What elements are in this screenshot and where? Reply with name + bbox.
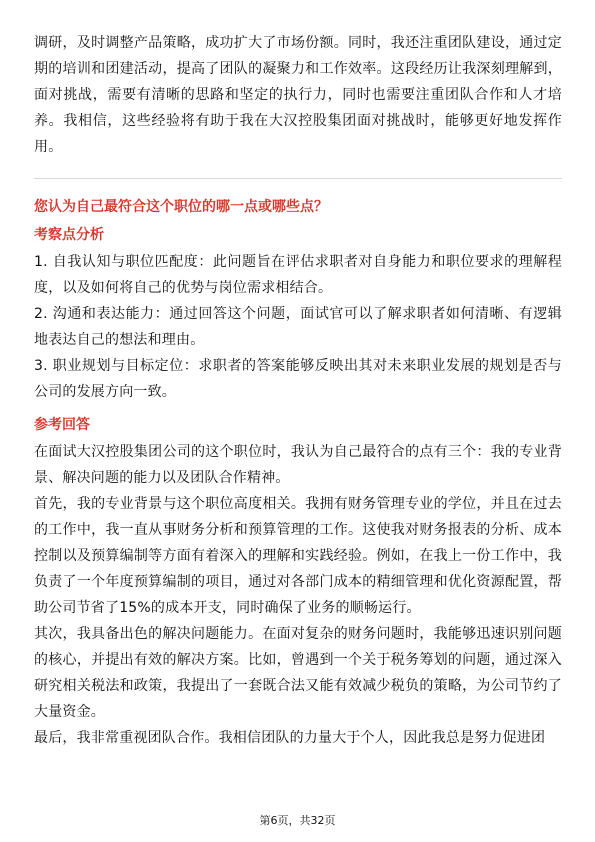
section-divider (34, 178, 562, 179)
answer-heading: 参考回答 (34, 417, 90, 433)
answer-paragraph-1: 在面试大汉控股集团公司的这个职位时，我认为自己最符合的点有三个：我的专业背景、解决问题的能力以及团队合作精神。 (34, 444, 562, 486)
document-page (34, 30, 562, 751)
analysis-item-2: 2. 沟通和表达能力：通过回答这个问题，面试官可以了解求职者如何清晰、有逻辑地表达自己的想法和理由。 (34, 306, 562, 348)
section-spacer (34, 405, 562, 415)
answer-paragraph-4: 最后，我非常重视团队合作。我相信团队的力量大于个人，因此我总是努力促进团 (34, 730, 546, 746)
intro-paragraph: 调研，及时调整产品策略，成功扩大了市场份额。同时，我还注重团队建设，通过定期的培训和团建活动，提高了团队的凝聚力和工作效率。这段经历让我深刻理解到，面对挑战，需要有清晰的思路和坚定的执行力，同时也需要注重团队合作和人才培养。我相信，这些经验将有助于我在大汉控股集团面对挑战时，能够更好地发挥作用。 (34, 35, 562, 155)
analysis-item-3: 3. 职业规划与目标定位：求职者的答案能够反映出其对未来职业发展的规划是否与公司的发展方向一致。 (34, 358, 562, 400)
analysis-item-1: 1. 自我认知与职位匹配度：此问题旨在评估求职者对自身能力和职位要求的理解程度，以及如何将自己的优势与岗位需求相结合。 (34, 254, 562, 296)
question-title: 您认为自己最符合这个职位的哪一点或哪些点？ (34, 199, 328, 215)
answer-paragraph-3: 其次，我具备出色的解决问题能力。在面对复杂的财务问题时，我能够迅速识别问题的核心，并提出有效的解决方案。比如，曾遇到一个关于税务筹划的问题，通过深入研究相关税法和政策，我提出了一套既合法又能有效减少税负的策略，为公司节约了大量资金。 (34, 626, 562, 720)
analysis-heading: 考察点分析 (34, 227, 104, 243)
answer-paragraph-2: 首先，我的专业背景与这个职位高度相关。我拥有财务管理专业的学位，并且在过去的工作中，我一直从事财务分析和预算管理的工作。这使我对财务报表的分析、成本控制以及预算编制等方面有着深入的理解和实践经验。例如，在我上一份工作中，我负责了一个年度预算编制的项目，通过对各部门成本的精细管理和优化资源配置，帮助公司节省了15%的成本开支，同时确保了业务的顺畅运行。 (34, 496, 562, 616)
page-footer: 第6页，共32页 (259, 814, 336, 827)
